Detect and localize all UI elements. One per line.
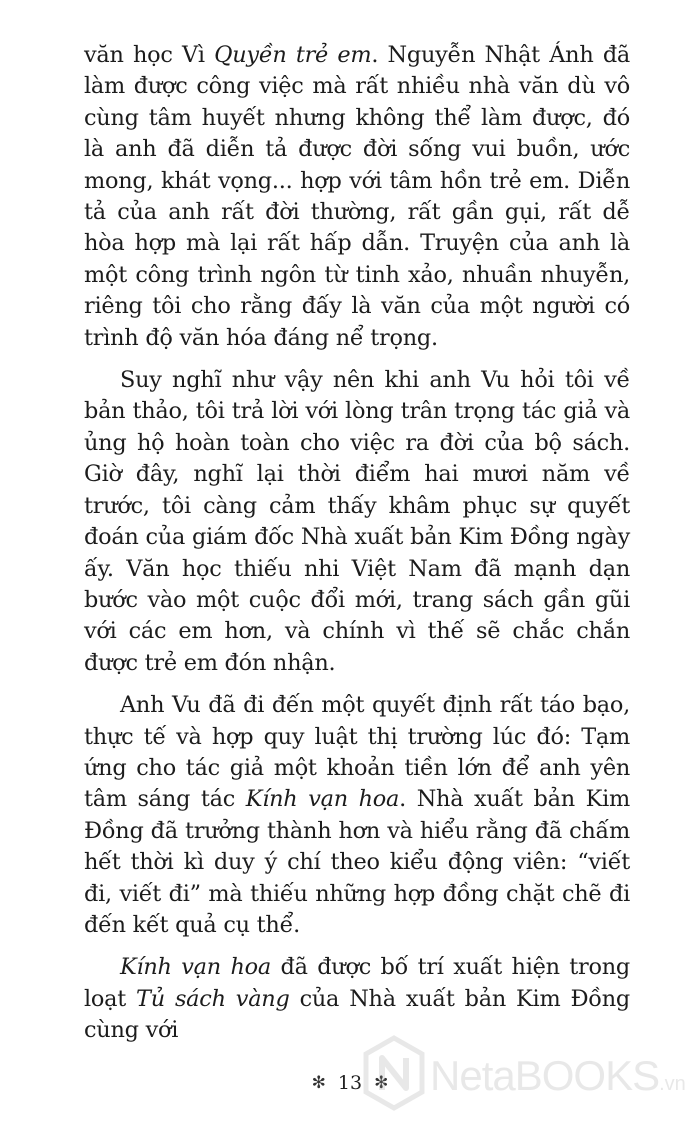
paragraph-4	[84, 952, 630, 1046]
italic-title: Kính vạn hoa	[245, 786, 400, 813]
ornament-left-icon: ✻	[311, 1073, 326, 1093]
watermark-tld: .vn	[659, 1073, 686, 1095]
text-run: văn học Vì	[84, 42, 215, 68]
italic-title: Tủ sách vàng	[136, 985, 290, 1012]
watermark-brand: NetaBOOKS	[430, 1052, 660, 1099]
page-body	[84, 40, 630, 1047]
italic-title: Kính vạn hoa	[120, 954, 271, 981]
netabooks-logo-icon	[362, 1034, 426, 1112]
paragraph-3	[84, 690, 630, 941]
text-run: Anh Vu đã đi đến một quyết định rất táo bạo, thực tế và hợp quy luật thị trường lúc đó: Tạm ứng cho tác giả một khoản tiền lớn để anh yên tâm sáng tác	[84, 692, 630, 813]
ornament-right-icon: ✻	[374, 1073, 389, 1093]
watermark-text	[430, 1054, 686, 1106]
netabooks-watermark	[362, 1034, 692, 1116]
page-number: 13	[337, 1072, 363, 1094]
paragraph-2	[84, 365, 630, 679]
text-run: Suy nghĩ như vậy nên khi anh Vu hỏi tôi về bản thảo, tôi trả lời với lòng trân trọng tác giả và ủng hộ hoàn toàn cho việc ra đời của bộ sách. Giờ đây, nghĩ lại thời điểm hai mươi năm về trước, tôi càng cảm thấy khâm phục sự quyết đoán của giám đốc Nhà xuất bản Kim Đồng ngày ấy. Văn học thiếu nhi Việt Nam đã mạnh dạn bước vào một cuộc đổi mới, trang sách gần gũi với các em hơn, và chính vì thế sẽ chắc chắn được trẻ em đón nhận.	[84, 367, 630, 676]
text-run: . Nguyễn Nhật Ánh đã làm được công việc mà rất nhiều nhà văn dù vô cùng tâm huyết nhưng không thể làm được, đó là anh đã diễn tả được đời sống vui buồn, ước mong, khát vọng... hợp với tâm hồn trẻ em. Diễn tả của anh rất đời thường, rất gần gụi, rất dễ hòa hợp mà lại rất hấp dẫn. Truyện của anh là một công trình ngôn từ tinh xảo, nhuần nhuyễn, riêng tôi cho rằng đấy là văn của một người có trình độ văn hóa đáng nể trọng.	[84, 42, 630, 351]
italic-title: Quyền trẻ em	[214, 42, 372, 68]
text-run: đã được bố trí xuất hiện trong loạt	[84, 954, 630, 1012]
text-run: của Nhà xuất bản Kim Đồng cùng với	[84, 985, 630, 1044]
text-run: . Nhà xuất bản Kim Đồng đã trưởng thành hơn và hiểu rằng đã chấm hết thời kì duy ý chí theo kiểu động viên: “viết đi, viết đi” mà thiếu những hợp đồng chặt chẽ đi đến kết quả cụ thể.	[84, 786, 630, 938]
paragraph-1	[84, 40, 630, 354]
